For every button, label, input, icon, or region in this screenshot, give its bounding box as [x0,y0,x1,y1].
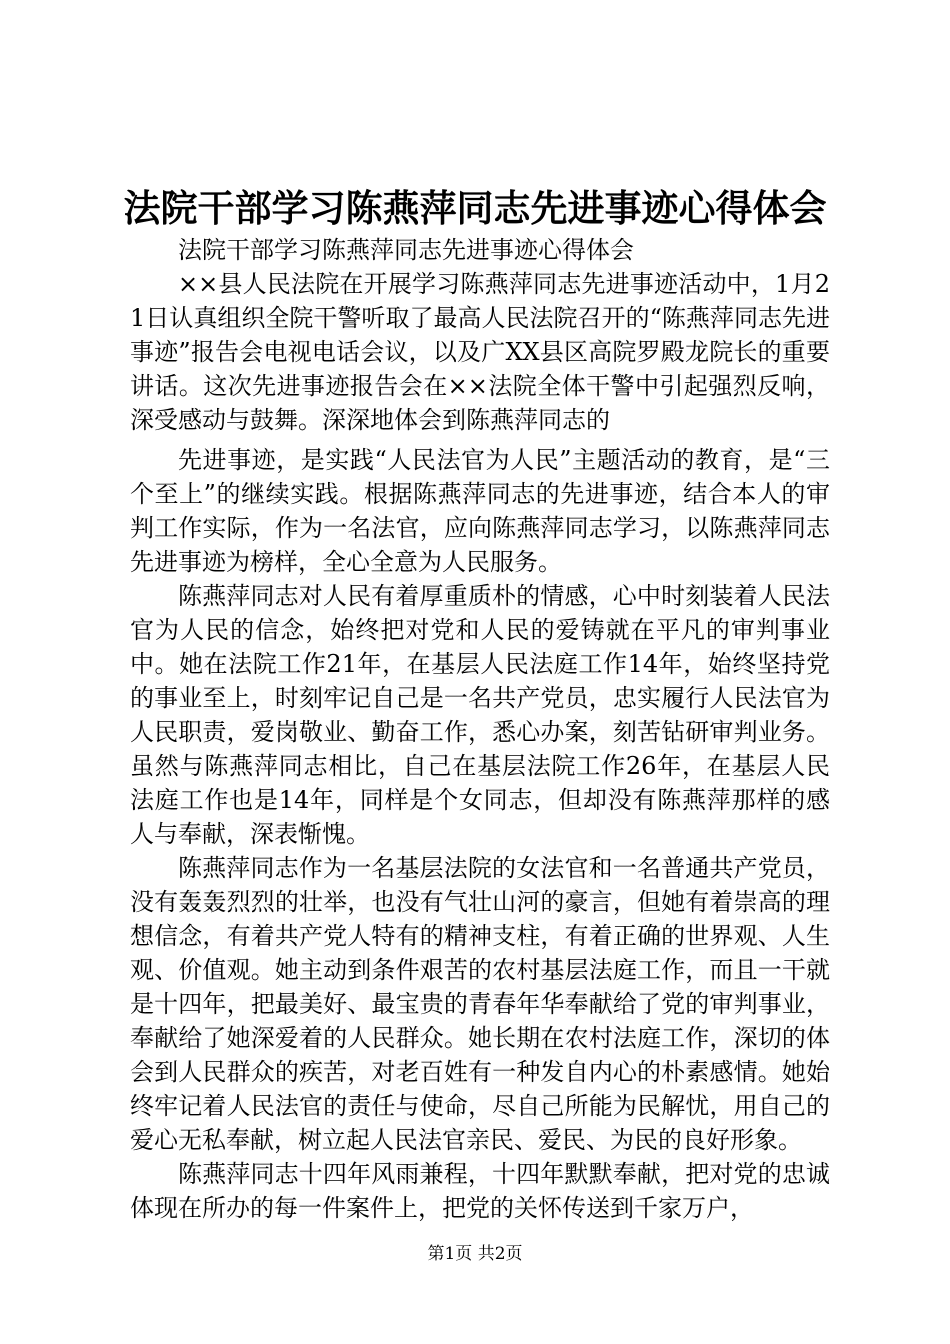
paragraph-intro: ××县人民法院在开展学习陈燕萍同志先进事迹活动中，1月21日认真组织全院干警听取了最高人民法院召开的“陈燕萍同志先进事迹”报告会电视电话会议，以及广XX县区高院罗殿龙院长的重要讲话。这次先进事迹报告会在××法院全体干警中引起强烈反响，深受感动与鼓舞。深深地体会到陈燕萍同志的 [130,270,830,434]
paragraph-dedication: 陈燕萍同志十四年风雨兼程，十四年默默奉献，把对党的忠诚体现在所办的每一件案件上，把党的关怀传送到千家万户， [130,1160,830,1222]
paragraph-ideals: 陈燕萍同志作为一名基层法院的女法官和一名普通共产党员，没有轰轰烈烈的壮举，也没有气壮山河的豪言，但她有着崇高的理想信念，有着共产党人特有的精神支柱，有着正确的世界观、人生观、价值观。她主动到条件艰苦的农村基层法庭工作，而且一干就是十四年，把最美好、最宝贵的青春年华奉献给了党的审判事业，奉献给了她深爱着的人民群众。她长期在农村法庭工作，深切的体会到人民群众的疾苦，对老百姓有一种发自内心的朴素感情。她始终牢记着人民法官的责任与使命，尽自己所能为民解忧，用自己的爱心无私奉献，树立起人民法官亲民、爱民、为民的良好形象。 [130,854,830,1154]
paragraph-subtitle: 法院干部学习陈燕萍同志先进事迹心得体会 [178,236,634,264]
paragraph-practice: 先进事迹，是实践“人民法官为人民”主题活动的教育，是“三个至上”的继续实践。根据陈燕萍同志的先进事迹，结合本人的审判工作实际，作为一名法官，应向陈燕萍同志学习，以陈燕萍同志先进事迹为榜样，全心全意为人民服务。 [130,446,830,576]
document-title: 法院干部学习陈燕萍同志先进事迹心得体会 [123,186,827,230]
paragraph-feelings: 陈燕萍同志对人民有着厚重质朴的情感，心中时刻装着人民法官为人民的信念，始终把对党和人民的爱铸就在平凡的审判事业中。她在法院工作21年，在基层人民法庭工作14年，始终坚持党的事业至上，时刻牢记自己是一名共产党员，忠实履行人民法官为人民职责，爱岗敬业、勤奋工作，悉心办案，刻苦钻研审判业务。虽然与陈燕萍同志相比，自己在基层法院工作26年，在基层人民法庭工作也是14年，同样是个女同志，但却没有陈燕萍那样的感人与奉献，深表惭愧。 [130,582,830,848]
document-body [130,233,830,1225]
page-number-footer: 第1页 共2页 [427,1244,523,1264]
